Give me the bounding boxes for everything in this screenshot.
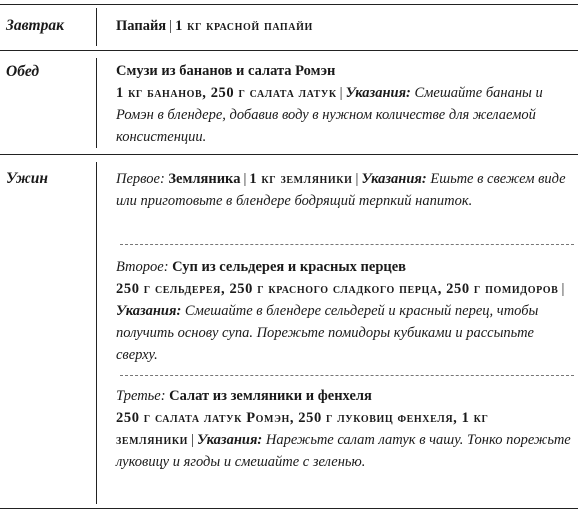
course-ingredients: 1 кг земляники xyxy=(249,171,353,187)
breakfast-ingredients: 1 кг красной папайи xyxy=(175,18,313,34)
meal-label-dinner: Ужин xyxy=(6,170,48,187)
dinner-course-1 xyxy=(116,168,572,212)
column-divider-lunch xyxy=(96,58,97,148)
course-ingredients: 250 г сельдерея, 250 г красного сладкого перца, 250 г помидоров xyxy=(116,281,559,297)
breakfast-entry xyxy=(116,15,572,37)
rule-after-breakfast xyxy=(0,50,578,51)
meal-label-lunch: Обед xyxy=(6,63,40,80)
instructions-label: Указания: xyxy=(196,432,263,448)
rule-after-lunch xyxy=(0,154,578,155)
column-divider-breakfast xyxy=(96,8,97,46)
bottom-rule xyxy=(0,508,578,509)
course-label: Первое: xyxy=(116,171,165,187)
course-dish: Суп из сельдерея и красных перцев xyxy=(172,259,407,275)
course-instructions: Нарежьте салат латук в чашу. Тонко порежьте луковицу и ягоды и смешайте с зеленью. xyxy=(116,432,571,470)
separator: | xyxy=(169,18,173,34)
separator: | xyxy=(191,432,194,448)
course-dish: Земляника xyxy=(168,171,241,187)
column-divider-dinner xyxy=(96,162,97,504)
dinner-course-2 xyxy=(116,256,572,366)
instructions-label: Указания: xyxy=(361,171,427,187)
course-dish: Салат из земляники и фенхеля xyxy=(169,388,372,404)
lunch-ingredients: 1 кг бананов, 250 г салата латук xyxy=(116,85,337,101)
separator: | xyxy=(355,171,359,187)
course-label: Третье: xyxy=(116,388,166,404)
dinner-course-3 xyxy=(116,385,572,473)
lunch-entry xyxy=(116,60,572,148)
dashed-divider-2 xyxy=(120,375,574,376)
separator: | xyxy=(339,85,343,101)
lunch-details xyxy=(116,82,572,148)
course-ingredients: 250 г салата латук Ромэн, 250 г луковиц фенхеля, 1 кг земляники xyxy=(116,410,489,448)
course-instructions: Смешайте в блендере сельдерей и красный перец, чтобы получить основу супа. Порежьте помидоры кубиками и рассыпьте сверху. xyxy=(116,303,539,363)
lunch-dish: Смузи из бананов и салата Ромэн xyxy=(116,63,336,79)
course-label: Второе: xyxy=(116,259,169,275)
breakfast-dish: Папайя xyxy=(116,18,167,34)
separator: | xyxy=(243,171,247,187)
course-instructions: Ешьте в свежем виде или приготовьте в блендере бодрящий терпкий напиток. xyxy=(116,171,566,209)
instructions-label: Указания: xyxy=(345,85,411,101)
lunch-instructions: Смешайте бананы и Ромэн в блендере, добавив воду в нужном количестве для желаемой консистенции. xyxy=(116,85,543,145)
meal-label-breakfast: Завтрак xyxy=(6,17,64,34)
top-rule xyxy=(0,4,578,5)
dashed-divider-1 xyxy=(120,244,574,245)
instructions-label: Указания: xyxy=(116,303,182,319)
separator: | xyxy=(561,281,565,297)
